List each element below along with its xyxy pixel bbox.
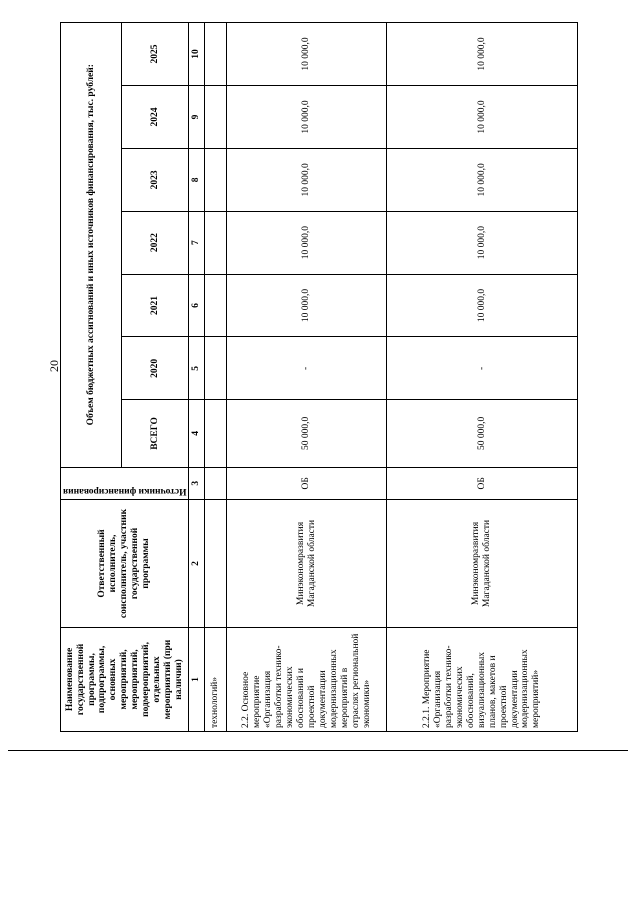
row-value: 10 000,0 [227,23,387,86]
row-value: 50 000,0 [227,400,387,467]
row-source: ОБ [387,467,578,500]
header-year-2020: 2020 [122,337,189,400]
row-program-name: 2.2. Основное мероприятие «Организация разработки технико-экономических обоснований и проектной документации модернизационных мероприятий в отраслях региональной экономики» [227,627,387,731]
row-source [205,467,227,500]
row-value [205,148,227,211]
row-value: - [387,337,578,400]
column-number: 10 [189,23,205,86]
row-executor: Минэкономразвития Магаданской области [227,500,387,628]
row-program-name: 2.2.1. Мероприятие «Организация разработки технико-экономических обоснований, визуализационных планов, макетов и проектной документации модернизационных мероприятий» [387,627,578,731]
row-value: 10 000,0 [387,211,578,274]
column-number: 3 [189,467,205,500]
funding-source-label: Источники финансирования [63,486,187,497]
column-number: 2 [189,500,205,628]
column-number: 9 [189,86,205,149]
column-number: 6 [189,274,205,337]
row-value: 10 000,0 [387,274,578,337]
column-number-row [189,23,205,732]
header-year-total: ВСЕГО [122,400,189,467]
table-row [205,23,227,732]
column-number: 8 [189,148,205,211]
row-value [205,211,227,274]
row-source: ОБ [227,467,387,500]
row-value: 10 000,0 [387,148,578,211]
row-program-name: технологий» [205,627,227,731]
row-executor: Минэкономразвития Магаданской области [387,500,578,628]
row-value: 10 000,0 [227,274,387,337]
header-year-2022: 2022 [122,211,189,274]
page-number: 20 [47,360,61,372]
row-value: 50 000,0 [387,400,578,467]
table-row [387,23,578,732]
header-row-1 [61,23,122,732]
row-executor [205,500,227,628]
row-value [205,23,227,86]
header-year-2021: 2021 [122,274,189,337]
row-value: 10 000,0 [227,211,387,274]
budget-table [60,22,578,732]
table-row [227,23,387,732]
header-year-2025: 2025 [122,23,189,86]
row-value: 10 000,0 [387,86,578,149]
header-program-name: Наименование государственной программы, подпрограммы, основных мероприятий, мероприятий, подмероприятий, отдельных мероприятий (при наличии) [61,627,189,731]
header-year-2023: 2023 [122,148,189,211]
header-year-2024: 2024 [122,86,189,149]
column-number: 5 [189,337,205,400]
row-value: - [227,337,387,400]
column-number: 4 [189,400,205,467]
rotated-table-container [60,22,578,732]
row-value [205,400,227,467]
row-value: 10 000,0 [387,23,578,86]
bottom-rule [8,750,628,751]
row-value: 10 000,0 [227,86,387,149]
column-number: 1 [189,627,205,731]
column-number: 7 [189,211,205,274]
row-value: 10 000,0 [227,148,387,211]
row-value [205,337,227,400]
header-funding-group: Объем бюджетных ассигнований и иных источников финансирования, тыс. рублей: [61,23,122,468]
row-value [205,274,227,337]
header-funding-source [61,467,189,500]
row-value [205,86,227,149]
header-executor: Ответственный исполнитель, соисполнитель, участник государственной программы [61,500,189,628]
